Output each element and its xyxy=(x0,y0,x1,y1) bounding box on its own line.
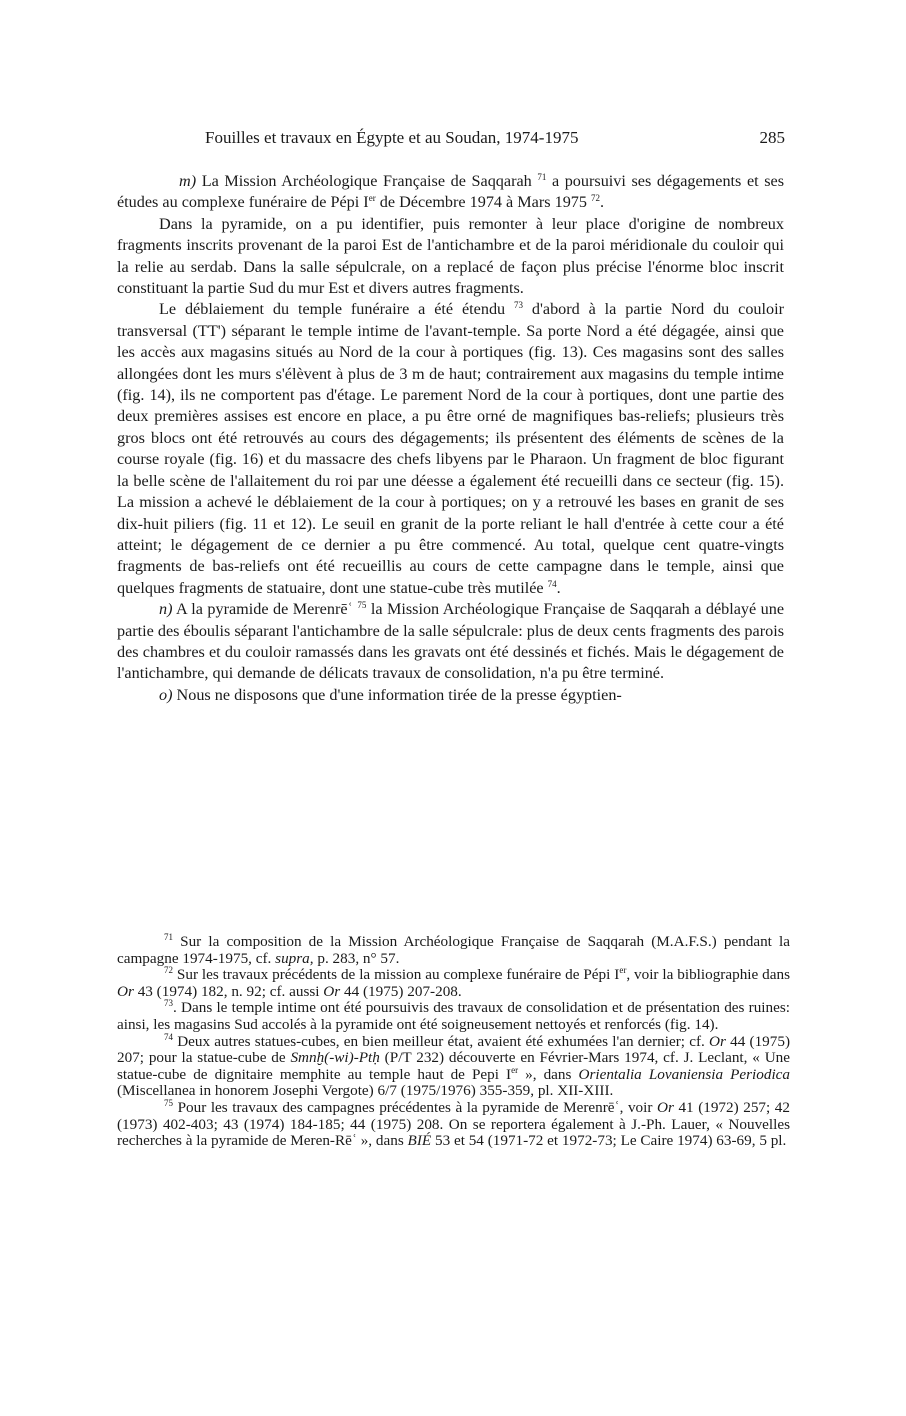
italic-run: supra, xyxy=(275,949,314,967)
text-run: Sur les travaux précédents de la mission au complexe funéraire de Pépi I xyxy=(173,966,620,984)
paragraph-pyramide: Dans la pyramide, on a pu identifier, puis remonter à leur place d'origine de nombreux fragments inscrits provenant de la paroi Est de l'antichambre et de la paroi méridionale du couloir qui la relie au serdab. Dans la salle sépulcrale, on a replacé de façon plus précise l'énorme bloc inscrit constituant la partie Sud du mur Est et divers autres fragments. xyxy=(117,214,784,298)
text-run: . Dans le temple intime ont été poursuivis des travaux de consolidation et de présentation des ruines: ainsi, les magasins Sud accolés à la pyramide ont été soigneusement nettoyés et renforcés (fig. 14). xyxy=(117,999,790,1033)
text-run: Sur la composition de la Mission Archéologique Française de Saqqarah (M.A.F.S.) pendant la campagne 1974-1975, cf. xyxy=(117,933,790,967)
footnote-71 xyxy=(117,934,790,967)
text-run: Deux autres statues-cubes, en bien meilleur état, avaient été exhumées l'an dernier; cf. xyxy=(173,1032,710,1050)
footnote-number: 74 xyxy=(164,1031,173,1042)
text-run: p. 283, n° 57. xyxy=(313,949,400,967)
item-label-o: o) xyxy=(159,685,173,704)
text-run: Le déblaiement du temple funéraire a été étendu xyxy=(159,300,514,319)
footnote-72 xyxy=(117,967,790,1000)
footnote-ref-73: 73 xyxy=(514,300,523,311)
superscript-er: er xyxy=(511,1064,519,1075)
paragraph-m xyxy=(117,171,784,214)
text-run: 41 (1972) 257; 42 (1973) 402-403; 43 (1974) 184-185; 44 (1975) 208. On se reportera également à J.-Ph. Lauer, « Nouvelles recherches à la pyramide de Meren-Rēʿ », dans xyxy=(117,1098,790,1150)
text-run: a poursuivi ses dégagements et ses études au complexe funéraire de Pépi I xyxy=(117,172,785,212)
footnote-ref-74: 74 xyxy=(547,578,557,589)
text-run: d'abord à la partie Nord du couloir transversal (TT') séparant le temple intime de l'avant-temple. Sa porte Nord a été dégagée, ainsi que les accès aux magasins situés au Nord de la cour à portiques (fig. 13). Ces magasins sont des salles allongées dont les murs s'élèvent à plus de 3 m de haut; contrairement aux magasins du temple intime (fig. 14), ils ne comportent pas d'étage. Le parement Nord de la cour à portiques, dont une partie des deux premières assises est encore en place, a pu être orné de magnifiques bas-reliefs; plusieurs très gros blocs ont été retrouvés au cours des dégagements; ils présentent des éléments de scènes de la course royale (fig. 16) et du massacre des chefs libyens par le Pharaon. Un fragment de bloc figurant la belle scène de l'allaitement du roi par une déesse a également été recueilli dans ce secteur (fig. 15). La mission a achevé le déblaiement de la cour à portiques; on y a retrouvé les bases en granit de ses dix-huit piliers (fig. 11 et 12). Le seuil en granit de la porte reliant le hall d'entrée à cette cour a été atteint; le dégagement de ce dernier a pu être commencé. Au total, quelque cent quatre-vingts fragments de bas-reliefs ont été recueillis au cours de cette campagne dans le temple, ainsi que quelques fragments de statuaire, dont une statue-cube très mutilée xyxy=(117,300,784,597)
superscript-er: er xyxy=(368,193,376,204)
text-run: 44 (1975) 207; pour la statue-cube de xyxy=(117,1032,790,1067)
paragraph-deblaiement xyxy=(117,299,784,599)
italic-run: Or xyxy=(323,982,341,1000)
footnote-ref-75: 75 xyxy=(357,600,367,611)
italic-run: Or xyxy=(117,982,134,1000)
main-text xyxy=(117,171,784,706)
footnote-73 xyxy=(117,1000,790,1033)
footnote-number: 71 xyxy=(164,932,173,942)
text-run: 53 et 54 (1971-72 et 1972-73; Le Caire 1974) 63-69, 5 pl. xyxy=(431,1132,787,1150)
text-run: (P/T 232) découverte en Février-Mars 1974, cf. J. Leclant, « Une statue-cube de dignitaire memphite au temple haut de Pepi I xyxy=(117,1049,790,1083)
text-run: de Décembre 1974 à Mars 1975 xyxy=(375,193,592,212)
footnote-number: 73 xyxy=(164,998,173,1009)
text-run: Pour les travaux des campagnes précédentes à la pyramide de Merenrēʿ, voir xyxy=(173,1098,657,1116)
text-run: . xyxy=(600,193,605,212)
italic-run: Smnḫ(-wi)-Ptḥ xyxy=(290,1049,380,1067)
footnote-number: 72 xyxy=(164,965,173,976)
italic-run: Orientalia Lovaniensia Periodica xyxy=(578,1065,791,1083)
text-run: 43 (1974) 182, n. 92; cf. aussi xyxy=(133,982,324,1000)
footnote-74 xyxy=(117,1031,791,1100)
running-title: Fouilles et travaux en Égypte et au Soudan, 1974-1975 xyxy=(205,128,579,147)
text-run: La Mission Archéologique Française de Saqqarah xyxy=(196,172,538,190)
italic-run: Or xyxy=(709,1032,726,1050)
text-run: A la pyramide de Merenrēʿ xyxy=(172,600,358,619)
italic-run: BIÉ xyxy=(407,1132,432,1150)
text-run: 44 (1975) 207-208. xyxy=(340,982,462,1000)
item-label-m: m) xyxy=(179,172,197,190)
text-run: la Mission Archéologique Française de Saqqarah a déblayé une partie des éboulis séparant l'antichambre de la salle sépulcrale: plus de deux cents fragments des parois des chambres et du couloir ramassés dans les gravats ont été dessinés et fichés. Mais le dégagement de l'antichambre, qui demande de délicats travaux de consolidation, n'a pu être terminé. xyxy=(117,600,784,683)
page-number: 285 xyxy=(759,128,785,147)
italic-run: Or xyxy=(656,1098,674,1116)
paragraph-o xyxy=(117,685,784,706)
footnote-ref-72: 72 xyxy=(591,193,601,204)
text-run: (Miscellanea in honorem Josephi Vergote) 6/7 (1975/1976) 355-359, pl. XII-XIII. xyxy=(117,1082,614,1100)
item-label-n: n) xyxy=(159,600,173,619)
footnote-ref-71: 71 xyxy=(537,172,547,182)
text-run: Nous ne disposons que d'une information tirée de la presse égyptien- xyxy=(172,685,622,704)
superscript-er: er xyxy=(619,965,627,976)
paragraph-n xyxy=(117,599,784,685)
footnotes xyxy=(117,934,790,1150)
footnote-75 xyxy=(117,1097,790,1150)
text-run: . xyxy=(556,578,561,597)
text-run: », dans xyxy=(518,1065,579,1083)
footnote-number: 75 xyxy=(164,1097,173,1108)
text-run: , voir la bibliographie dans xyxy=(626,966,790,984)
